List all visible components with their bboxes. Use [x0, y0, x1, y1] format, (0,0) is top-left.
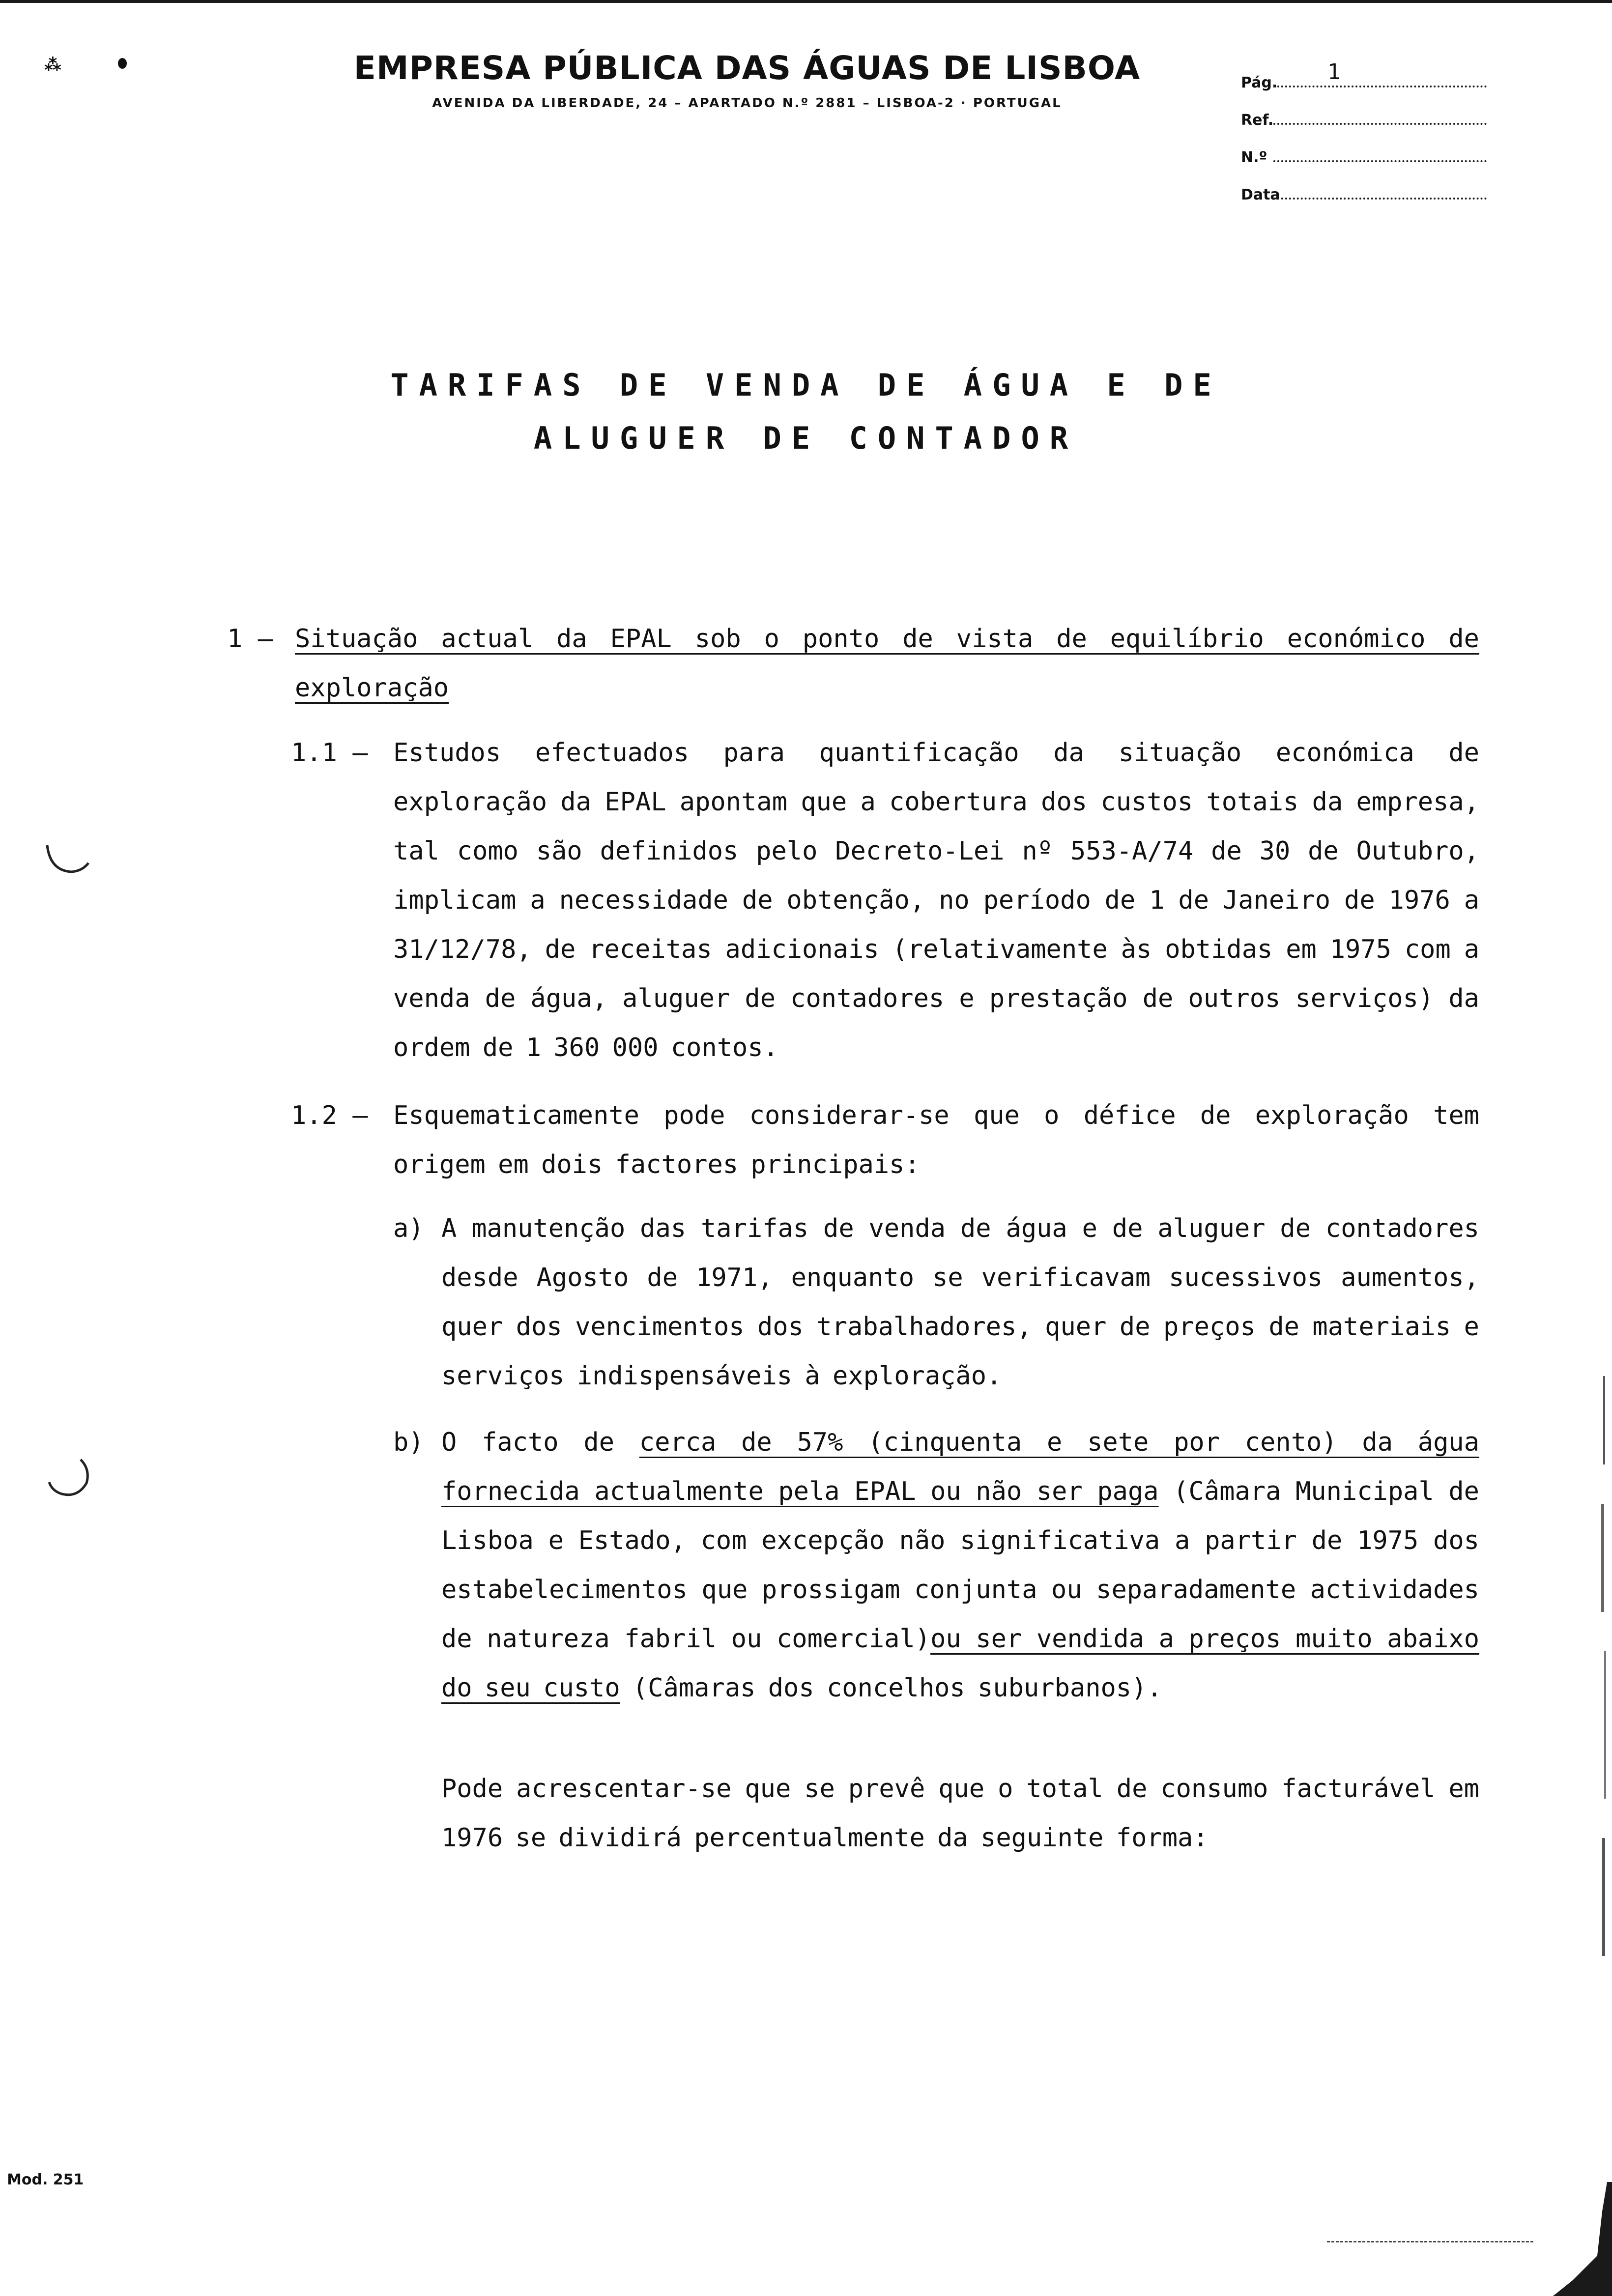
section-1-heading: Situação actual da EPAL sob o ponto de vista de equilíbrio económico de exploração — [295, 624, 1479, 703]
item-b-part-3: (Câmara Municipal de Lisboa e Estado, com excepção não significativa a partir de 1975 dos estabelecimentos que prossigam conjunta ou separadamente actividades de natureza fabril ou comercial) — [441, 1477, 1479, 1654]
scan-mark-dot — [118, 58, 127, 69]
item-b-part-5: (Câmaras dos concelhos suburbanos). — [620, 1673, 1162, 1703]
section-1-number: 1 – — [227, 624, 273, 654]
date-label: Data — [1241, 186, 1280, 203]
item-b-part-1: O facto de — [441, 1428, 639, 1457]
reference-fields — [1241, 54, 1487, 203]
item-b-underlined-share: cerca de 57% (cinquenta e sete por cento) da água fornecida actualmente pela EPAL ou não ser paga — [441, 1428, 1480, 1506]
consumption-paragraph: Pode acrescentar-se que se prevê que o total de consumo facturável em 1976 se dividirá percentualmente da seguinte forma: — [441, 1774, 1479, 1853]
page-label: Pág. — [1241, 74, 1278, 91]
punch-hole-mark-lower — [45, 1455, 94, 1504]
page-value: 1 — [1327, 59, 1341, 85]
number-label: N.º — [1241, 149, 1267, 166]
company-address: AVENIDA DA LIBERDADE, 24 – APARTADO N.º 2881 – LISBOA-2 · PORTUGAL — [432, 96, 1062, 111]
reference-line — [1273, 105, 1487, 125]
item-b-label: b) — [393, 1428, 424, 1457]
form-code: Mod. 251 — [7, 2171, 84, 2188]
number-field — [1241, 129, 1487, 166]
letterhead — [275, 49, 1219, 111]
number-line — [1273, 143, 1487, 162]
page-line — [1273, 59, 1487, 87]
page-field — [1241, 54, 1487, 91]
punch-hole-mark-upper — [43, 840, 92, 880]
scan-edge-noise — [1592, 1376, 1612, 1966]
top-border-rule — [0, 0, 1612, 3]
section-1-2-text: Esquematicamente pode considerar-se que o défice de exploração tem origem em dois factores principais: — [393, 1101, 1479, 1179]
title-line-2: ALUGUER DE CONTADOR — [533, 420, 1079, 456]
title-line-1: TARIFAS DE VENDA DE ÁGUA E DE — [390, 367, 1222, 403]
date-field — [1241, 166, 1487, 203]
item-a-label: a) — [393, 1214, 424, 1243]
reference-label: Ref. — [1241, 112, 1274, 129]
company-name: EMPRESA PÚBLICA DAS ÁGUAS DE LISBOA — [353, 49, 1141, 87]
document-title — [295, 359, 1317, 465]
date-line — [1273, 180, 1487, 200]
scan-bottom-line — [1327, 2241, 1533, 2242]
item-b-text — [441, 1418, 1479, 1713]
section-1-1-number: 1.1 – — [291, 738, 368, 768]
scan-mark-left: ⁂ — [44, 55, 61, 75]
section-1-1-text: Estudos efectuados para quantificação da situação económica de exploração da EPAL apontam que a cobertura dos custos totais da empresa, tal como são definidos pelo Decreto-Lei nº 553-A/74 de 30 de Outubro, implicam a necessidade de obtenção, no período de 1 de Janeiro de 1976 a 31/12/78, de receitas adicionais (relativamente às obtidas em 1975 com a venda de água, aluguer de contadores e prestação de outros serviços) da ordem de 1 360 000 contos. — [393, 738, 1479, 1062]
item-b-underlined-price: ou ser vendida a preços muito abaixo do seu custo — [441, 1624, 1480, 1703]
reference-field — [1241, 91, 1487, 129]
item-a-text: A manutenção das tarifas de venda de água e de aluguer de contadores desde Agosto de 1971, enquanto se verificavam sucessivos aumentos, quer dos vencimentos dos trabalhadores, quer de preços de materiais e serviços indispensáveis à exploração. — [441, 1214, 1479, 1391]
scan-corner-damage — [1543, 2182, 1612, 2296]
section-1-2-number: 1.2 – — [291, 1101, 368, 1130]
